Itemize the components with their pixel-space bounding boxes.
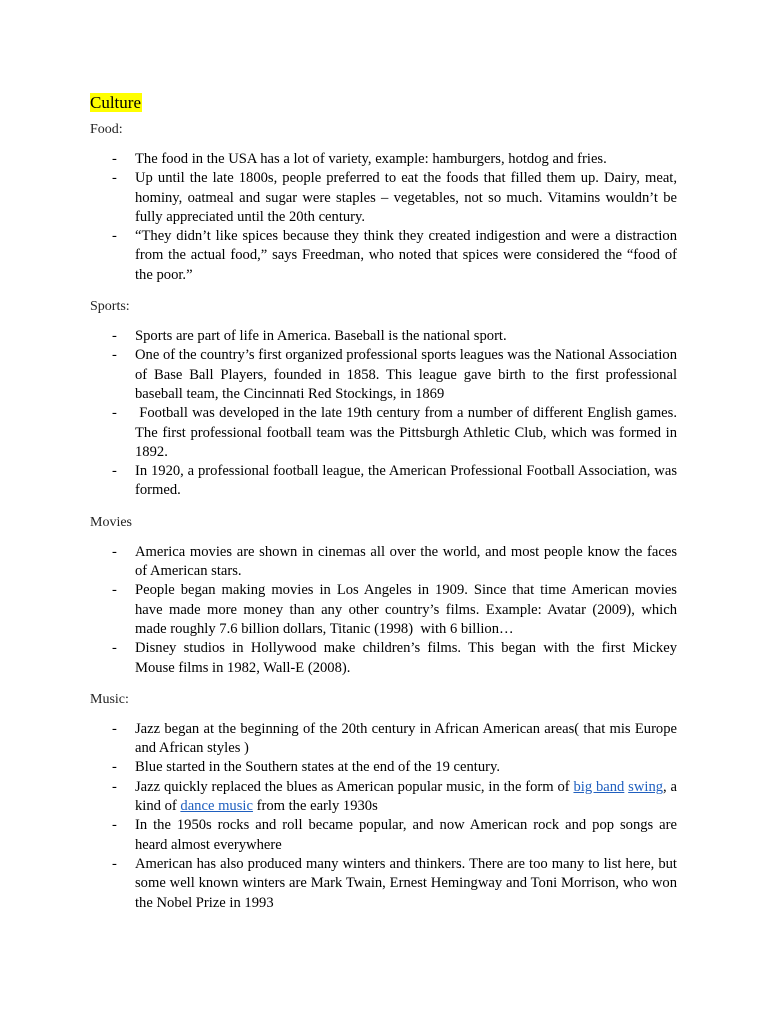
big-band-link[interactable]: big band <box>573 778 625 795</box>
bullet-dash: - <box>112 817 117 834</box>
list-item-text: People began making movies in Los Angeles in 1909. Since that time American movies have made more money than any other country’s films. Example: Avatar (2009), which made roughly 7.6 billion dollars, Titanic (1998) with 6 billion… <box>135 582 681 637</box>
bullet-dash: - <box>112 640 117 657</box>
music-list <box>90 720 677 913</box>
title-highlight: Culture <box>90 93 141 112</box>
dance-music-link[interactable]: dance music <box>180 798 253 815</box>
list-item-text: In the 1950s rocks and roll became popular, and now American rock and pop songs are heard almost everywhere <box>135 817 677 853</box>
list-item <box>90 227 677 285</box>
list-item-text <box>135 779 677 814</box>
list-item <box>90 327 677 346</box>
page-title <box>90 92 677 114</box>
list-item <box>90 581 681 639</box>
section-heading-sports: Sports: <box>90 299 130 315</box>
list-item <box>90 404 681 462</box>
bullet-dash: - <box>112 328 117 345</box>
section-heading-music: Music: <box>90 691 129 707</box>
list-item-text: Blue started in the Southern states at the end of the 19 century. <box>135 759 501 776</box>
list-item-text: Football was developed in the late 19th century from a number of different English games. The first professional football team was the Pittsburgh Athletic Club, which was formed in 1892. <box>135 405 681 460</box>
list-item <box>90 543 677 582</box>
list-item-text: Up until the late 1800s, people preferred to eat the foods that filled them up. Dairy, meat, hominy, oatmeal and sugar were staples – vegetables, not so much. Vitamins wouldn’t be fully appreciated until the 20th century. <box>135 170 677 225</box>
list-item <box>90 169 677 227</box>
list-item-text: In 1920, a professional football league, the American Professional Football Association, was formed. <box>135 463 677 499</box>
bullet-dash: - <box>112 463 117 480</box>
list-item <box>90 346 677 404</box>
list-item <box>90 855 677 913</box>
bullet-dash: - <box>112 778 117 795</box>
bullet-dash: - <box>112 855 117 872</box>
bullet-dash: - <box>112 228 117 245</box>
list-item <box>90 150 677 169</box>
list-item <box>90 462 677 501</box>
section-heading-food: Food: <box>90 122 123 137</box>
list-item <box>90 778 677 817</box>
list-item-text: One of the country’s first organized professional sports leagues was the National Association of Base Ball Players, founded in 1858. This league gave birth to the first professional baseball team, the Cincinnati Red Stockings, in 1869 <box>135 347 678 402</box>
list-item-text: America movies are shown in cinemas all over the world, and most people know the faces of American stars. <box>135 543 677 580</box>
bullet-dash: - <box>112 582 117 599</box>
list-item-text: Jazz began at the beginning of the 20th century in African American areas( that mis Europe and African styles ) <box>135 720 677 757</box>
bullet-dash: - <box>112 405 117 422</box>
bullet-dash: - <box>112 151 117 167</box>
list-item-text: “They didn’t like spices because they think they created indigestion and were a distraction from the actual food,” says Freedman, who noted that spices were considered the “food of the poor.” <box>135 228 677 283</box>
food-list <box>90 150 677 285</box>
list-item-text: The food in the USA has a lot of variety, example: hamburgers, hotdog and fries. <box>135 151 607 167</box>
list-item <box>90 720 677 759</box>
list-item <box>90 816 677 855</box>
list-item-text: Disney studios in Hollywood make children’s films. This began with the first Mickey Mouse films in 1982, Wall-E (2008). <box>135 640 677 676</box>
jazz-text-after: from the early 1930s <box>252 798 378 815</box>
bullet-dash: - <box>112 347 117 364</box>
section-heading-movies: Movies <box>90 514 132 530</box>
bullet-dash: - <box>112 543 117 560</box>
bullet-dash: - <box>112 759 117 776</box>
bullet-dash: - <box>112 170 117 187</box>
jazz-text-before: Jazz quickly replaced the blues as American popular music, in the form of <box>135 778 574 795</box>
jazz-text-between: , a kind of <box>135 778 678 815</box>
list-item <box>90 639 677 678</box>
list-item <box>90 758 677 777</box>
bullet-dash: - <box>112 720 117 737</box>
sports-list <box>90 327 681 501</box>
list-item-text: American has also produced many winters and thinkers. There are too many to list here, but some well known winters are Mark Twain, Ernest Hemingway and Toni Morrison, who won the Nobel Prize in 1993 <box>135 855 677 911</box>
movies-list <box>90 543 681 678</box>
list-item-text: Sports are part of life in America. Baseball is the national sport. <box>135 328 507 345</box>
swing-link[interactable]: swing <box>628 778 664 795</box>
